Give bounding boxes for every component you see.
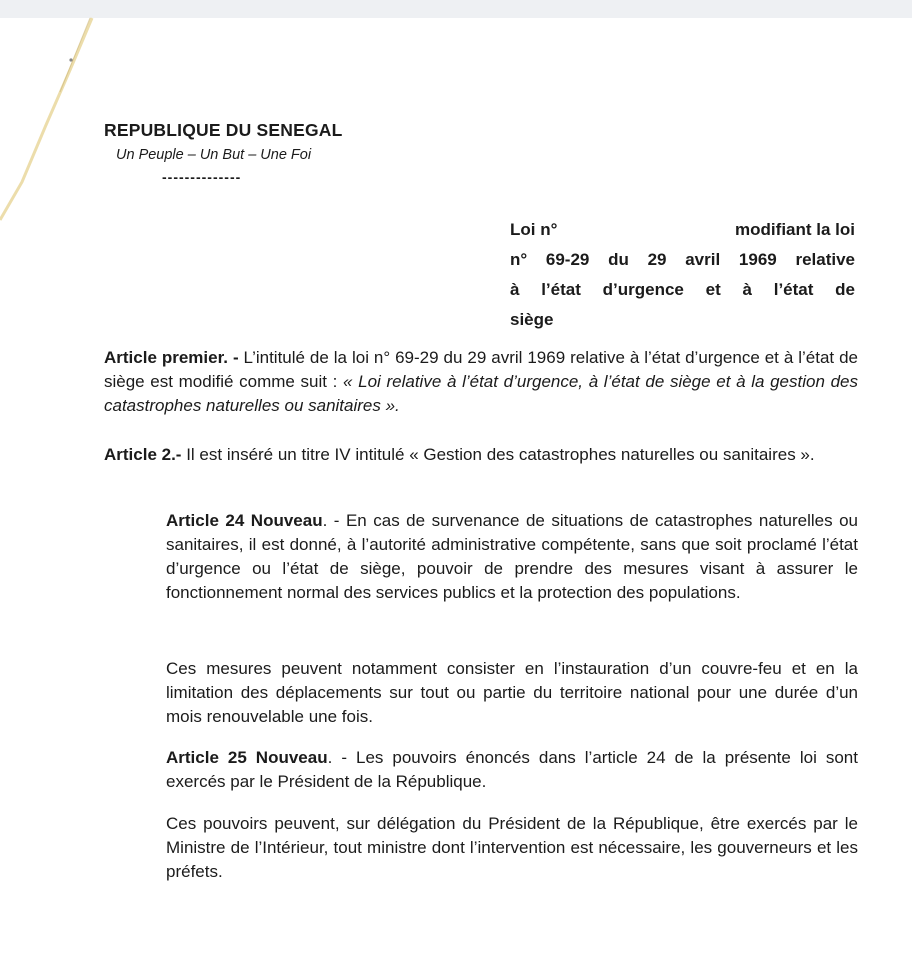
law-number-label: Loi n° — [510, 220, 558, 239]
article-24-heading: Article 24 Nouveau — [166, 511, 323, 530]
article-25-paragraph-2: Ces pouvoirs peuvent, sur délégation du Président de la République, être exercés par le Ministre de l’Intérieur, tout ministre dont l’intervention est nécessaire, les gouverneurs et les préfets. — [166, 814, 858, 881]
article-2-text: Il est inséré un titre IV intitulé « Gestion des catastrophes naturelles ou sanitaires ». — [181, 445, 815, 464]
law-title-modifying: modifiant la loi — [735, 220, 855, 239]
law-title-line-4: siège — [510, 310, 554, 329]
article-2-heading: Article 2.- — [104, 445, 182, 464]
article-25-text: . - Les pouvoirs énoncés dans l’article 24 de la présente loi sont exercés par le Président de la République. — [166, 748, 858, 791]
law-title-line-1 — [510, 215, 855, 245]
article-premier-paragraph — [104, 346, 858, 418]
article-premier-quote: « Loi relative à l’état d’urgence, à l’état de siège et à la gestion des catastrophes naturelles ou sanitaires ». — [104, 372, 858, 415]
law-title-line-3: à l’état d’urgence et à l’état de — [510, 280, 855, 299]
article-premier — [104, 346, 858, 418]
article-premier-text: L’intitulé de la loi n° 69-29 du 29 avril 1969 relative à l’état d’urgence et à l’état de siège est modifié comme suit : — [104, 348, 858, 391]
article-25-delegation — [166, 812, 858, 884]
article-24-paragraph-1 — [166, 509, 858, 605]
article-25-paragraph-1 — [166, 746, 858, 794]
article-24-text: . - En cas de survenance de situations de catastrophes naturelles ou sanitaires, il est donné, à l’autorité administrative compétente, sans que soit proclamé l’état d’urgence ou l’état de siège, pouvoir de prendre des mesures visant à assurer le fonctionnement normal des services publics et la protection des populations. — [166, 511, 858, 602]
article-premier-heading: Article premier. - — [104, 348, 239, 367]
article-24-paragraph-2: Ces mesures peuvent notamment consister en l’instauration d’un couvre-feu et en la limitation des déplacements sur tout ou partie du territoire national pour une durée d’un mois renouvelable une fois. — [166, 659, 858, 726]
article-25 — [166, 746, 858, 794]
document-header — [104, 120, 343, 185]
national-motto: Un Peuple – Un But – Une Foi — [116, 147, 312, 163]
article-24-measures — [166, 657, 858, 729]
article-24 — [166, 509, 858, 605]
country-name: REPUBLIQUE DU SENEGAL — [104, 120, 343, 140]
law-title-line-2: n° 69-29 du 29 avril 1969 relative — [510, 250, 855, 269]
header-separator: -------------- — [162, 169, 242, 185]
article-2 — [104, 443, 858, 467]
article-2-paragraph — [104, 443, 858, 467]
article-25-heading: Article 25 Nouveau — [166, 748, 328, 767]
law-title — [510, 215, 855, 335]
